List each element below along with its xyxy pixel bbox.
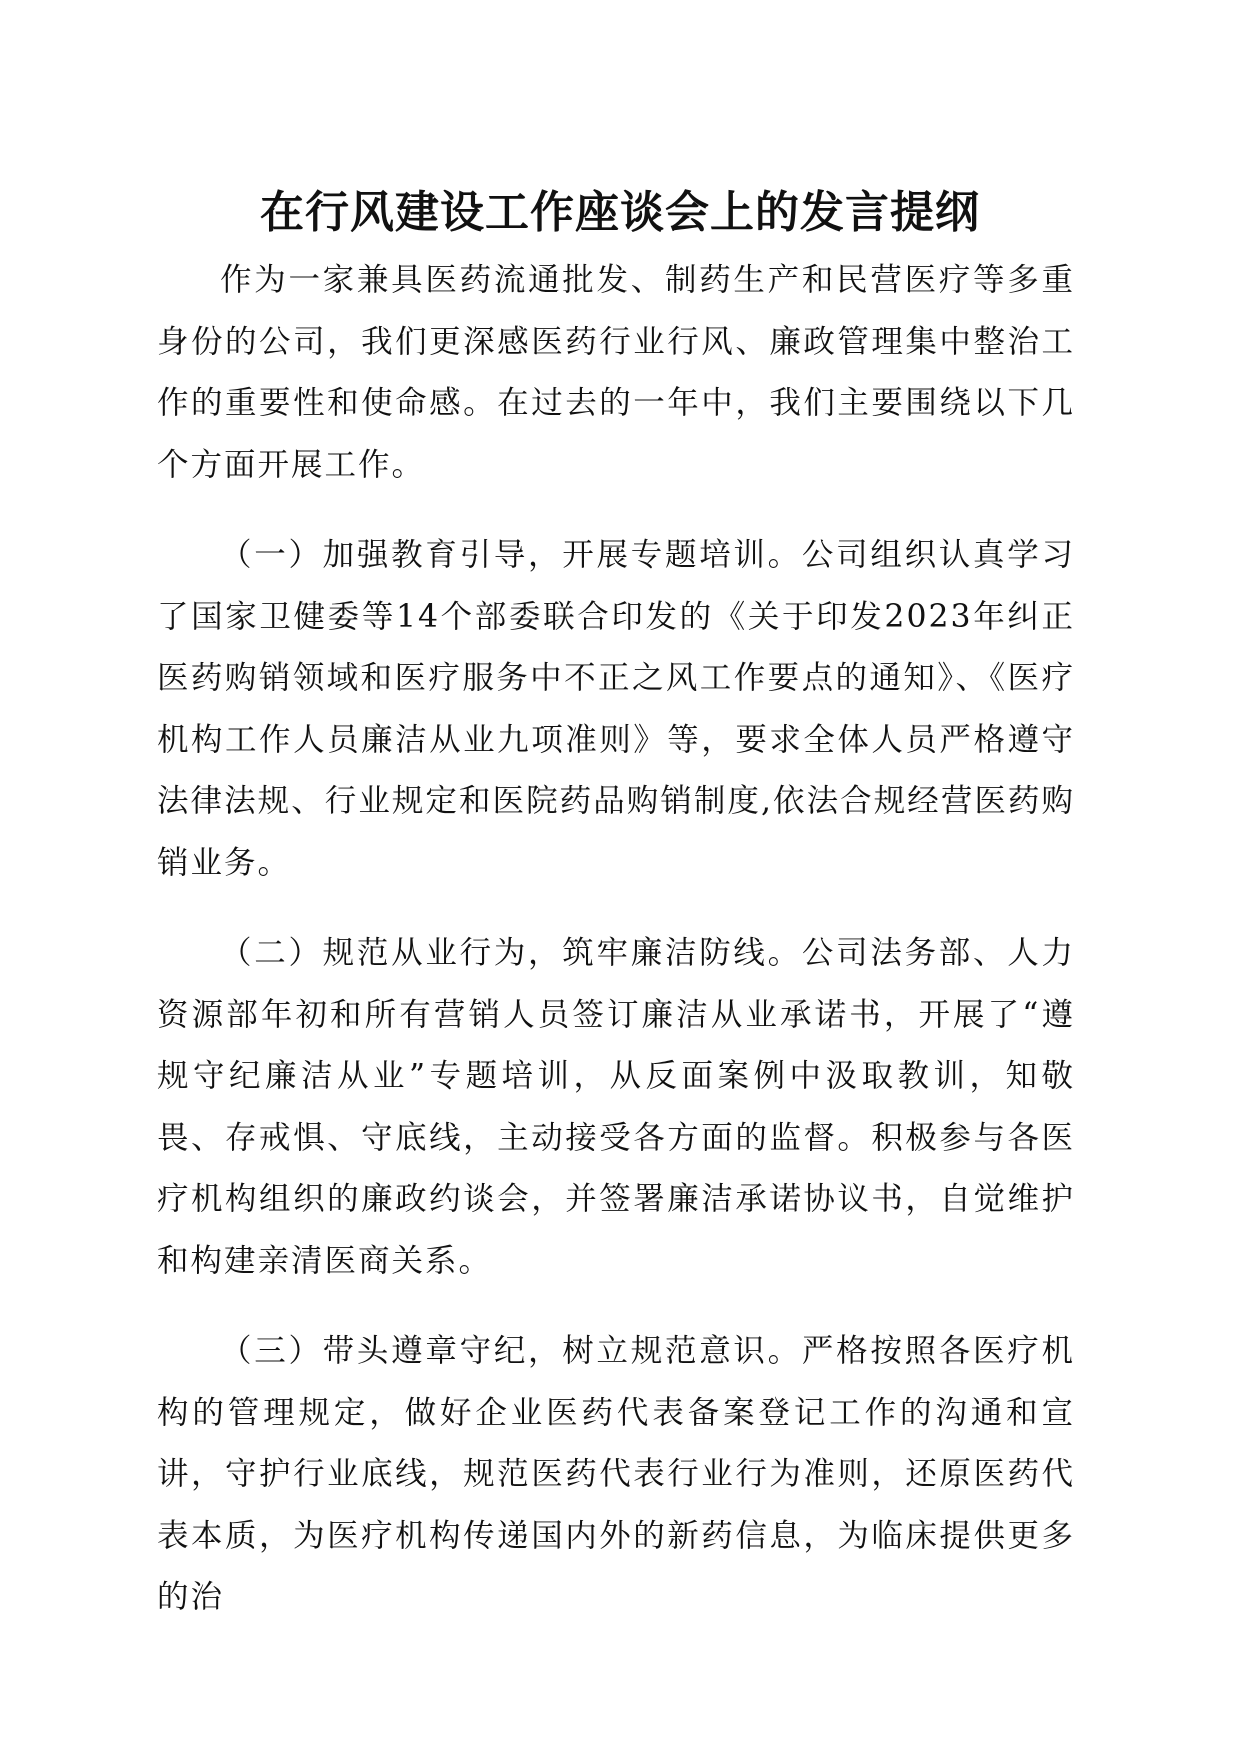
paragraph-section-2: （二）规范从业行为，筑牢廉洁防线。公司法务部、人力资源部年初和所有营销人员签订廉洁从业承诺书，开展了“遵规守纪廉洁从业”专题培训，从反面案例中汲取教训，知敬畏、存戒惧、守底线，主动接受各方面的监督。积极参与各医疗机构组织的廉政约谈会，并签署廉洁承诺协议书，自觉维护和构建亲清医商关系。	[157, 935, 1075, 1279]
document-body	[157, 250, 1075, 1629]
paragraph-intro: 作为一家兼具医药流通批发、制药生产和民营医疗等多重身份的公司，我们更深感医药行业行风、廉政管理集中整治工作的重要性和使命感。在过去的一年中，我们主要围绕以下几个方面开展工作。	[157, 262, 1075, 483]
document-title: 在行风建设工作座谈会上的发言提纲	[260, 187, 980, 238]
paragraph-section-1: （一）加强教育引导，开展专题培训。公司组织认真学习了国家卫健委等14个部委联合印发的《关于印发2023年纠正医药购销领域和医疗服务中不正之风工作要点的通知》、《医疗机构工作人员廉洁从业九项准则》等，要求全体人员严格遵守法律法规、行业规定和医院药品购销制度,依法合规经营医药购销业务。	[157, 537, 1076, 881]
paragraph-section-3: （三）带头遵章守纪，树立规范意识。严格按照各医疗机构的管理规定，做好企业医药代表备案登记工作的沟通和宣讲，守护行业底线，规范医药代表行业行为准则，还原医药代表本质，为医疗机构传递国内外的新药信息，为临床提供更多的治	[157, 1333, 1075, 1615]
